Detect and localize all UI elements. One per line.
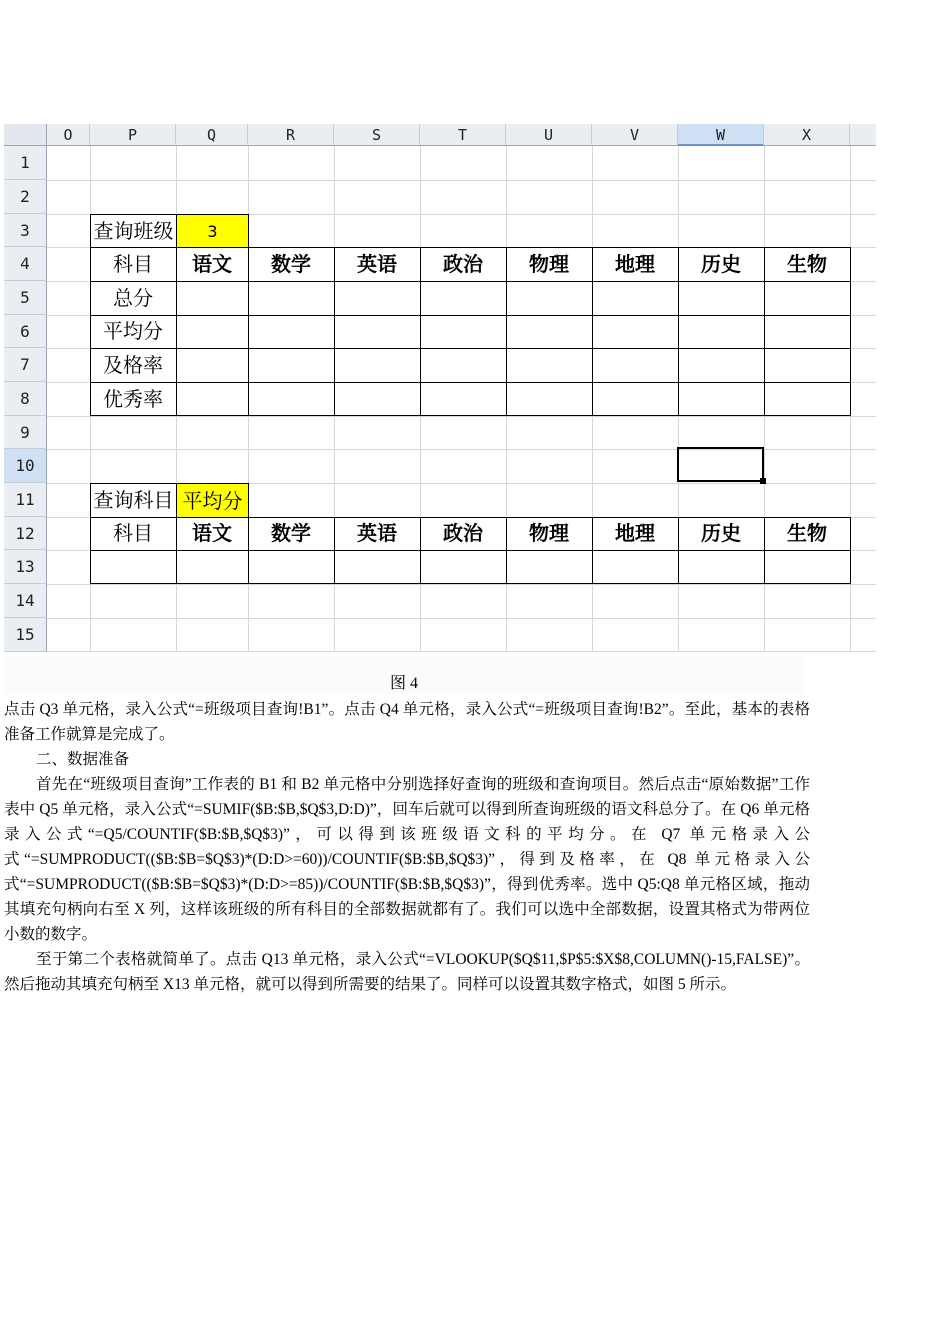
table1-row-label: 优秀率 xyxy=(103,387,163,411)
table1-row-label: 及格率 xyxy=(103,353,163,377)
column-header-w[interactable]: W xyxy=(678,124,764,146)
table2-subject[interactable]: 数学 xyxy=(271,521,311,545)
table1-subject[interactable]: 物理 xyxy=(529,252,569,276)
active-cell-w10[interactable] xyxy=(677,447,764,482)
table-border xyxy=(90,348,851,349)
table2-header-label: 科目 xyxy=(113,521,153,545)
row-header-14[interactable]: 14 xyxy=(4,584,47,618)
row-header-3[interactable]: 3 xyxy=(4,214,47,247)
column-header-p[interactable]: P xyxy=(90,124,176,146)
table2-subject[interactable]: 语文 xyxy=(192,521,232,545)
query-class-label: 查询班级 xyxy=(93,219,174,243)
table1-row-label: 平均分 xyxy=(103,319,163,343)
gridline xyxy=(47,618,876,619)
figure-caption: 图 4 xyxy=(389,675,418,692)
table1-subject[interactable]: 历史 xyxy=(701,252,741,276)
paragraph-3: 至于第二个表格就简单了。点击 Q13 单元格，录入公式“=VLOOKUP($Q$11,$P$5:$X$8,COLUMN()-15,FALSE)”。然后拖动其填充句柄至 X13 单元格，就可以得到所需要的结果了。同样可以设置其数字格式，如图 5 所示。 xyxy=(4,951,810,993)
column-header-u[interactable]: U xyxy=(506,124,592,146)
column-header-r[interactable]: R xyxy=(248,124,334,146)
paragraph-1: 点击 Q3 单元格，录入公式“=班级项目查询!B1”。点击 Q4 单元格，录入公式“=班级项目查询!B2”。至此，基本的表格准备工作就算是完成了。 xyxy=(4,701,810,743)
select-all-corner[interactable] xyxy=(4,124,47,146)
paragraph-2: 首先在“班级项目查询”工作表的 B1 和 B2 单元格中分别选择好查询的班级和查询项目。然后点击“原始数据”工作表中 Q5 单元格，录入公式“=SUMIF($B:$B,$Q$3,D:D)”，回车后就可以得到所查询班级的语文科总分了。在 Q6 单元格录入公式“=Q5/COUNTIF($B:$B,$Q$3)”，可以得到该班级语文科的平均分。在 Q7 单元格录入公式“=SUMPRODUCT(($B:$B=$Q$3)*(D:D>=60))/COUNTIF($B:$B,$Q$3)”，得到及格率，在 Q8 单元格录入公式“=SUMPRODUCT(($B:$B=$Q$3)*(D:D>=85))/COUNTIF($B:$B,$Q$3)”，得到优秀率。选中 Q5:Q8 单元格区域，拖动其填充句柄向右至 X 列，这样该班级的所有科目的全部数据就都有了。我们可以选中全部数据，设置其格式为带两位小数的数字。 xyxy=(4,776,810,943)
spreadsheet-screenshot xyxy=(4,124,876,652)
fill-handle[interactable] xyxy=(760,478,766,484)
row-header-13[interactable]: 13 xyxy=(4,550,47,584)
row-header-8[interactable]: 8 xyxy=(4,382,47,416)
query-subject-value-cell[interactable]: 平均分 xyxy=(176,483,249,518)
table2-subject[interactable]: 地理 xyxy=(615,521,655,545)
section-heading: 二、数据准备 xyxy=(36,751,130,768)
query-subject-label: 查询科目 xyxy=(93,488,174,512)
table1-row-label: 总分 xyxy=(113,286,153,310)
row-header-7[interactable]: 7 xyxy=(4,348,47,382)
row-header-5[interactable]: 5 xyxy=(4,281,47,315)
table2-subject[interactable]: 物理 xyxy=(529,521,569,545)
table1-subject[interactable]: 数学 xyxy=(271,252,311,276)
table2-subject[interactable]: 政治 xyxy=(443,521,483,545)
table-border xyxy=(90,550,851,551)
table1-subject[interactable]: 语文 xyxy=(192,252,232,276)
query-class-value-cell[interactable]: 3 xyxy=(176,214,249,248)
table1-subject[interactable]: 政治 xyxy=(443,252,483,276)
column-header-t[interactable]: T xyxy=(420,124,506,146)
gridline xyxy=(47,416,876,417)
table1-subject[interactable]: 英语 xyxy=(357,252,397,276)
table-border xyxy=(90,281,851,282)
table-border xyxy=(90,315,851,316)
column-header-o[interactable]: O xyxy=(47,124,90,146)
table2-subject[interactable]: 生物 xyxy=(787,521,827,545)
gridline xyxy=(47,651,876,652)
row-header-12[interactable]: 12 xyxy=(4,517,47,550)
column-header-partial[interactable] xyxy=(850,124,876,146)
row-header-9[interactable]: 9 xyxy=(4,416,47,449)
table2-subject[interactable]: 历史 xyxy=(701,521,741,545)
column-header-x[interactable]: X xyxy=(764,124,850,146)
column-header-q[interactable]: Q xyxy=(176,124,248,146)
gridline xyxy=(47,584,876,585)
row-header-15[interactable]: 15 xyxy=(4,618,47,652)
table-border xyxy=(90,382,851,383)
row-header-6[interactable]: 6 xyxy=(4,315,47,348)
row-header-10[interactable]: 10 xyxy=(4,449,47,483)
row-header-11[interactable]: 11 xyxy=(4,483,47,517)
column-header-s[interactable]: S xyxy=(334,124,420,146)
row-header-2[interactable]: 2 xyxy=(4,180,47,214)
row-header-4[interactable]: 4 xyxy=(4,247,47,281)
table1-header-label: 科目 xyxy=(113,252,153,276)
gridline xyxy=(47,180,876,181)
table2-subject[interactable]: 英语 xyxy=(357,521,397,545)
table1-subject[interactable]: 地理 xyxy=(615,252,655,276)
table1-subject[interactable]: 生物 xyxy=(787,252,827,276)
column-header-v[interactable]: V xyxy=(592,124,678,146)
row-header-1[interactable]: 1 xyxy=(4,146,47,180)
